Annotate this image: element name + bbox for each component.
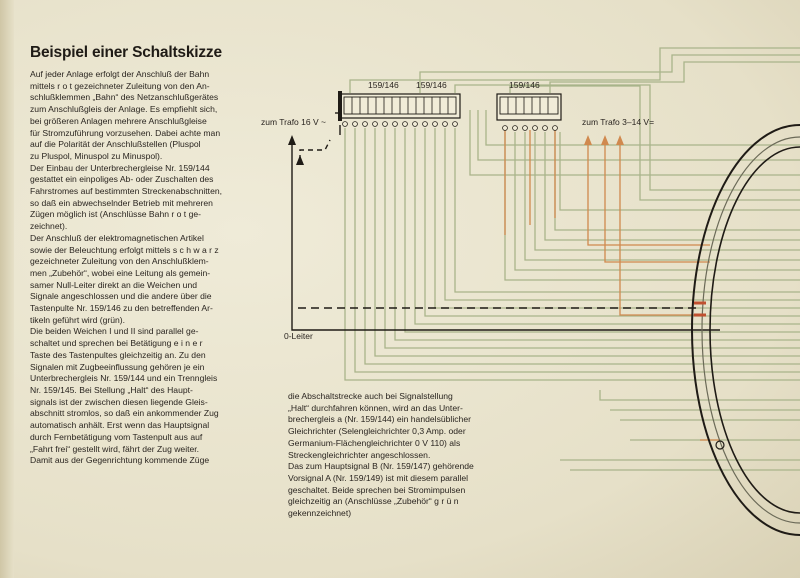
- text-line: Zügen möglich ist (Anschlüsse Bahn r o t ge-: [30, 209, 202, 220]
- text-line: Germanium-Flächengleichrichter 0 V 110) als: [288, 437, 461, 448]
- label-pult-1: 159/146: [368, 80, 399, 90]
- text-line: so daß ein abwechselnder Betrieb mit mehreren: [30, 197, 213, 208]
- label-trafo-3-14v: zum Trafo 3–14 V=: [582, 117, 655, 127]
- text-line: zu Pluspol, Minuspol zu Minuspol).: [30, 150, 163, 161]
- text-line: Vorsignal A (Nr. 159/149) ist mit diesem parallel: [288, 472, 469, 483]
- text-line: gekennzeichnet): [288, 508, 352, 519]
- text-line: auf die Polarität der Anschlußstellen (Pluspol: [30, 139, 201, 150]
- page-title: Beispiel einer Schaltskizze: [30, 44, 222, 61]
- label-pult-2: 159/146: [416, 80, 447, 90]
- text-line: Fahrstromes auf bestimmten Streckenabschnitten,: [30, 186, 223, 197]
- arrow-red-2: [601, 135, 609, 145]
- text-line: men „Zubehör“, wobei eine Leitung als gemein-: [30, 267, 211, 278]
- text-line: Unterbrechergleis Nr. 159/144 und ein Trenngleis: [30, 373, 218, 384]
- text-line: signals ist der zwischen diesen liegende Gleis-: [30, 396, 208, 407]
- text-line: zeichnet).: [30, 221, 68, 232]
- text-line: „Halt“ durchfahren können, wird an das Unter-: [288, 402, 463, 413]
- tastenpult-1: [338, 91, 460, 126]
- arrow-red-3: [616, 135, 624, 145]
- label-trafo-16v: zum Trafo 16 V ~: [261, 117, 326, 127]
- text-line: samer Null-Leiter direkt an die Weichen und: [30, 279, 198, 290]
- arrow-red-1: [584, 135, 592, 145]
- text-line: Gleichrichter (Selengleichrichter 0,3 Amp. oder: [288, 426, 466, 437]
- text-line: bei größeren Anlagen mehrere Anschlußgleise: [30, 115, 207, 126]
- text-line: gezeichneter Zuleitung von den Anschlußklem-: [30, 256, 209, 267]
- text-line: Nr. 159/145. Bei Stellung „Halt“ des Haupt-: [30, 384, 193, 395]
- text-line: mittels r o t gezeichneter Zuleitung von den An-: [30, 80, 210, 91]
- text-line: Streckengleichrichter angeschlossen.: [288, 449, 431, 460]
- tastenpult-2: [497, 94, 561, 130]
- text-line: Das zum Hauptsignal B (Nr. 159/147) gehörende: [288, 461, 474, 472]
- text-line: Taste des Tastenpultes gleichzeitig an. Zu den: [30, 349, 206, 360]
- text-line: tikeln geführt wird (grün).: [30, 314, 126, 325]
- text-line: für Stromzuführung vorzusehen. Dabei achte man: [30, 127, 221, 138]
- text-line: Die beiden Weichen I und II sind parallel ge-: [30, 326, 199, 337]
- text-line: geschaltet. Beide sprechen bei Stromimpulsen: [288, 484, 466, 495]
- text-line: zum Anschlußgleis der Anlage. Es empfiehlt sich,: [30, 104, 218, 115]
- text-line: Auf jeder Anlage erfolgt der Anschluß der Bahn: [30, 69, 210, 79]
- text-line: Signale angeschlossen und die andere über die: [30, 291, 212, 302]
- text-line: Signalen mit Zugbeeinflussung gehören je ein: [30, 361, 205, 372]
- text-line: schlußklemmen „Bahn“ des Netzanschlußgerätes: [30, 92, 219, 103]
- label-null-leiter: 0-Leiter: [284, 331, 313, 341]
- text-line: gestattet ein einpoliges Ab- oder Zuschalten des: [30, 174, 214, 185]
- text-line: Der Einbau der Unterbrechergleise Nr. 159/144: [30, 162, 210, 173]
- arrow-black-2: [296, 155, 304, 165]
- text-line: automatisch anhält. Erst wenn das Hauptsignal: [30, 420, 210, 431]
- text-line: schaltet und sprechen bei Betätigung e i n e r: [30, 338, 203, 349]
- text-line: Der Anschluß der elektromagnetischen Artikel: [30, 232, 204, 243]
- text-line: abschnitt stromlos, so daß ein ankommender Zug: [30, 408, 219, 419]
- text-line: sowie der Beleuchtung erfolgt mittels s c h w a r z: [30, 244, 219, 255]
- text-line: gleichzeitig an (Anschlüsse „Zubehör“ g r ü n: [288, 496, 459, 507]
- text-line: Tastenpulte Nr. 159/146 zu den betreffenden Ar-: [30, 303, 213, 314]
- arrow-black-1: [288, 135, 296, 145]
- label-pult-3: 159/146: [509, 80, 540, 90]
- text-line: durch Fernbetätigung vom Tastenpult aus auf: [30, 431, 203, 442]
- text-line: „Fahrt frei“ gestellt wird, fährt der Zug weiter.: [30, 443, 200, 454]
- text-line: brechergleis a (Nr. 159/144) ein handelsüblicher: [288, 414, 471, 425]
- text-line: die Abschaltstrecke auch bei Signalstellung: [288, 391, 453, 401]
- red-wire-bundle: [505, 130, 720, 440]
- text-line: Damit aus der Gegenrichtung kommende Züge: [30, 455, 210, 466]
